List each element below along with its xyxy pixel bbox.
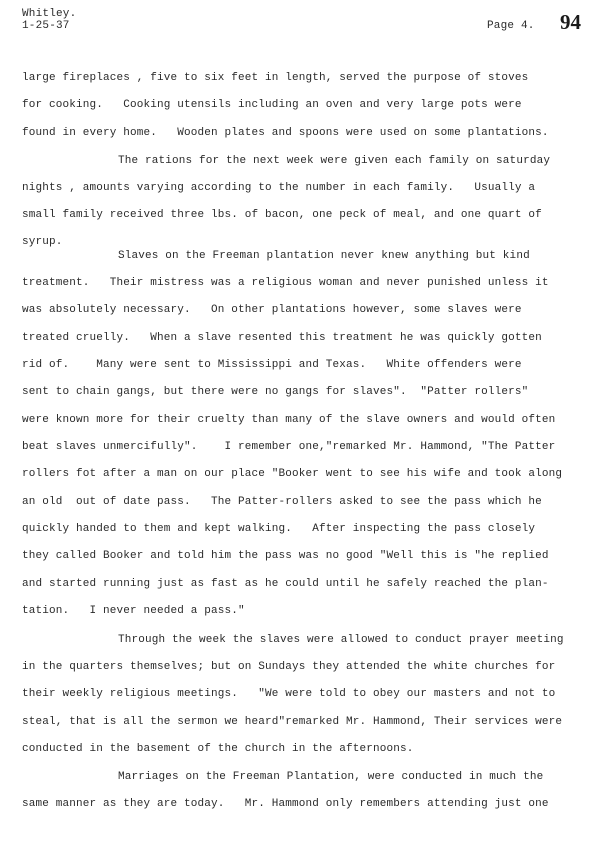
text-line: treatment. Their mistress was a religious woman and never punished unless it	[22, 277, 549, 289]
text-line: in the quarters themselves; but on Sundays they attended the white churches for	[22, 661, 556, 673]
text-line: same manner as they are today. Mr. Hammond only remembers attending just one	[22, 798, 549, 810]
text-line: large fireplaces , five to six feet in length, served the purpose of stoves	[22, 72, 529, 84]
text-line: found in every home. Wooden plates and spoons were used on some plantations.	[22, 127, 549, 139]
text-line: sent to chain gangs, but there were no gangs for slaves". "Patter rollers"	[22, 386, 529, 398]
text-line: Marriages on the Freeman Plantation, were conducted in much the	[118, 771, 544, 783]
text-line: their weekly religious meetings. "We were told to obey our masters and not to	[22, 688, 556, 700]
text-line: Through the week the slaves were allowed to conduct prayer meeting	[118, 634, 564, 646]
text-line: treated cruelly. When a slave resented this treatment he was quickly gotten	[22, 332, 542, 344]
text-line: was absolutely necessary. On other plantations however, some slaves were	[22, 304, 522, 316]
header-author: Whitley.	[22, 8, 77, 20]
text-line: were known more for their cruelty than many of the slave owners and would often	[22, 414, 556, 426]
text-line: an old out of date pass. The Patter-rollers asked to see the pass which he	[22, 496, 542, 508]
text-line: rid of. Many were sent to Mississippi and Texas. White offenders were	[22, 359, 522, 371]
text-line: they called Booker and told him the pass was no good "Well this is "he replied	[22, 550, 549, 562]
text-line: syrup.	[22, 236, 63, 248]
text-line: for cooking. Cooking utensils including an oven and very large pots were	[22, 99, 522, 111]
text-line: nights , amounts varying according to the number in each family. Usually a	[22, 182, 536, 194]
text-line: Slaves on the Freeman plantation never knew anything but kind	[118, 250, 530, 262]
text-line: The rations for the next week were given each family on saturday	[118, 155, 551, 167]
text-line: conducted in the basement of the church in the afternoons.	[22, 743, 414, 755]
folio-number: 94	[560, 10, 581, 34]
text-line: and started running just as fast as he could until he safely reached the plan-	[22, 578, 549, 590]
text-line: small family received three lbs. of bacon, one peck of meal, and one quart of	[22, 209, 542, 221]
header-date: 1-25-37	[22, 20, 70, 32]
text-line: beat slaves unmercifully". I remember one,"remarked Mr. Hammond, "The Patter	[22, 441, 556, 453]
text-line: steal, that is all the sermon we heard"remarked Mr. Hammond, Their services were	[22, 716, 563, 728]
text-line: rollers fot after a man on our place "Booker went to see his wife and took along	[22, 468, 563, 480]
header-page-label: Page 4.	[487, 20, 535, 32]
text-line: quickly handed to them and kept walking. After inspecting the pass closely	[22, 523, 536, 535]
text-line: tation. I never needed a pass."	[22, 605, 245, 617]
